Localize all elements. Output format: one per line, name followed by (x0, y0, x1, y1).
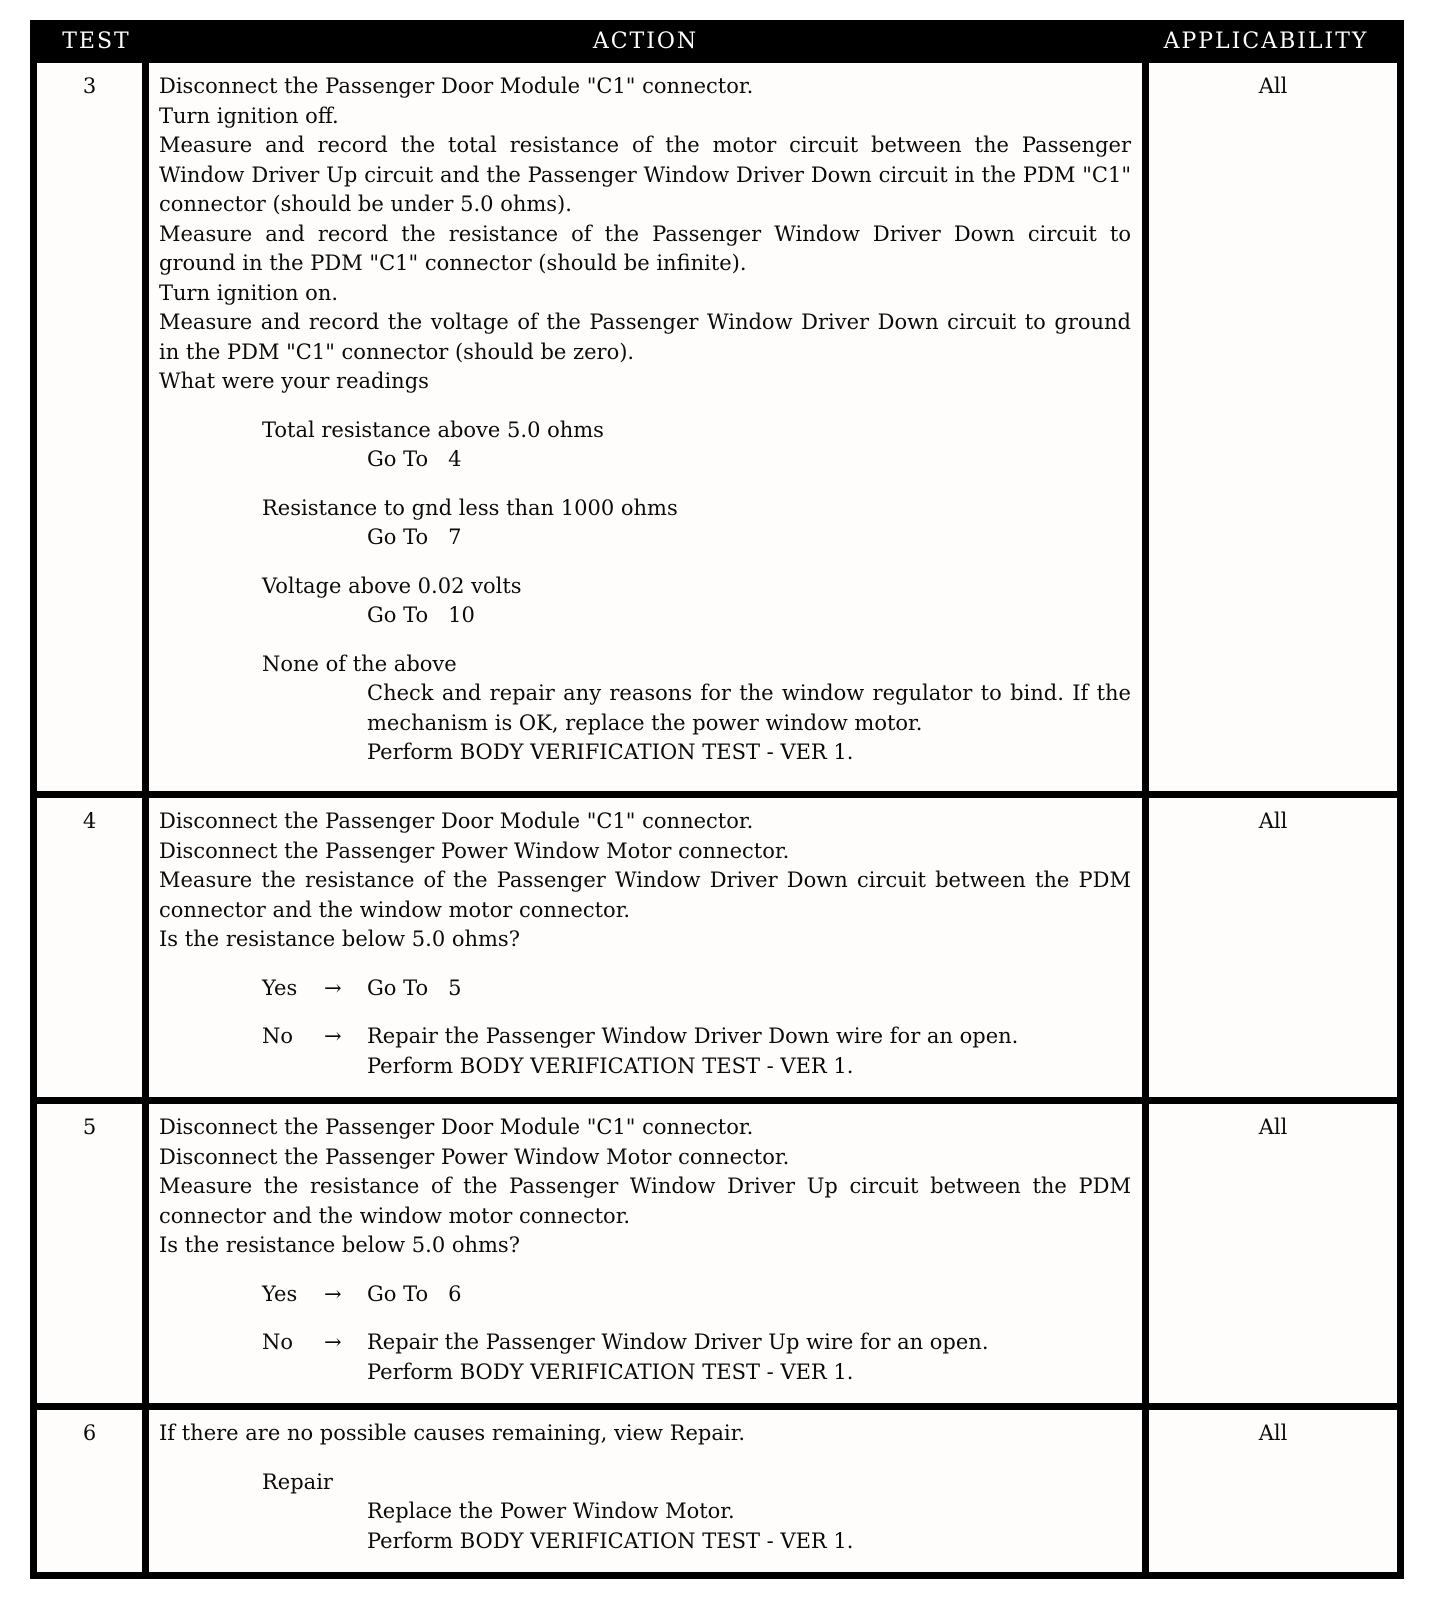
test-number: 4 (82, 809, 97, 833)
result-line: Replace the Power Window Motor. (367, 1499, 735, 1523)
action-cell (149, 798, 1149, 1097)
test-number: 6 (82, 1421, 97, 1445)
instruction-line: Turn ignition off. (159, 103, 339, 128)
choice-label: Yes (262, 1281, 298, 1306)
test-row-3 (37, 63, 1397, 791)
instruction-line: Disconnect the Passenger Power Window Motor connector. (159, 838, 790, 863)
decision-result (367, 1022, 1131, 1081)
instruction-line: If there are no possible causes remaining, view Repair. (159, 1421, 746, 1445)
decision-block (262, 1022, 1131, 1081)
result-line: Perform BODY VERIFICATION TEST - VER 1. (367, 1528, 854, 1553)
option-label: None of the above (262, 651, 457, 676)
arrow-right-icon: → (324, 975, 342, 1000)
decision-block (262, 1328, 1131, 1387)
test-row-6 (37, 1403, 1397, 1572)
instruction-line: Measure the resistance of the Passenger Window Driver Up circuit between the PDM connector and the window motor connector. (159, 1174, 1131, 1228)
goto-line: Go To 6 (367, 1281, 462, 1306)
instruction-line: Disconnect the Passenger Door Module "C1" connector. (159, 74, 754, 98)
arrow-right-icon: → (324, 1330, 342, 1354)
option-block (262, 416, 1131, 475)
test-number: 3 (82, 74, 97, 98)
test-number-cell (37, 1410, 149, 1572)
applicability-value: All (1258, 1421, 1288, 1445)
applicability-value: All (1258, 809, 1288, 833)
result-line: Repair the Passenger Window Driver Up wire for an open. (367, 1330, 989, 1354)
test-number-cell (37, 63, 149, 791)
column-header-test: TEST (62, 29, 131, 54)
result-line: Perform BODY VERIFICATION TEST - VER 1. (367, 740, 854, 764)
applicability-value: All (1258, 74, 1288, 98)
instruction-line: Is the resistance below 5.0 ohms? (159, 927, 520, 951)
instruction-line: Disconnect the Passenger Power Window Motor connector. (159, 1144, 790, 1169)
table-header (37, 20, 1397, 63)
applicability-cell (1149, 798, 1397, 1097)
option-label: Resistance to gnd less than 1000 ohms (262, 495, 678, 520)
instruction-line: Disconnect the Passenger Door Module "C1" connector. (159, 1115, 754, 1139)
option-block (262, 1468, 1131, 1557)
action-cell (149, 1104, 1149, 1403)
applicability-cell (1149, 1104, 1397, 1403)
arrow-right-icon: → (324, 1281, 342, 1306)
option-label: Voltage above 0.02 volts (262, 573, 522, 598)
result-line: Perform BODY VERIFICATION TEST - VER 1. (367, 1359, 854, 1384)
instruction-line: What were your readings (159, 369, 429, 393)
applicability-value: All (1258, 1115, 1288, 1139)
action-cell (149, 1410, 1149, 1572)
decision-block (262, 974, 1131, 1004)
decision-result (367, 1280, 1131, 1310)
option-label: Total resistance above 5.0 ohms (262, 417, 604, 442)
instruction-line: Turn ignition on. (159, 280, 339, 305)
choice-label: No (262, 1024, 294, 1048)
decision-result (367, 974, 1131, 1004)
column-header-action: ACTION (592, 29, 699, 54)
test-number-cell (37, 798, 149, 1097)
test-number-cell (37, 1104, 149, 1403)
option-label: Repair (262, 1469, 333, 1494)
action-cell (149, 63, 1149, 791)
goto-line: Go To 5 (367, 975, 462, 1000)
option-block (262, 494, 1131, 553)
applicability-cell (1149, 63, 1397, 791)
goto-line: Go To 10 (367, 603, 475, 627)
instruction-line: Measure the resistance of the Passenger Window Driver Down circuit between the PDM connector and the window motor connector. (159, 868, 1131, 922)
table-body (37, 63, 1397, 1572)
decision-result (367, 1328, 1131, 1387)
test-number: 5 (82, 1115, 97, 1139)
decision-block (262, 1280, 1131, 1310)
goto-line: Go To 4 (367, 447, 462, 471)
option-block (262, 572, 1131, 631)
result-line: Check and repair any reasons for the window regulator to bind. If the mechanism is OK, replace the power window motor. (367, 681, 1131, 735)
test-row-4 (37, 791, 1397, 1097)
diagnostic-test-table (30, 20, 1404, 1579)
column-header-applicability: APPLICABILITY (1163, 29, 1369, 54)
option-block (262, 650, 1131, 768)
instruction-line: Measure and record the resistance of the Passenger Window Driver Down circuit to ground in the PDM "C1" connector (should be infinite). (159, 221, 1131, 275)
choice-label: No (262, 1330, 294, 1354)
instruction-line: Disconnect the Passenger Door Module "C1" connector. (159, 809, 754, 833)
instruction-line: Is the resistance below 5.0 ohms? (159, 1233, 520, 1257)
instruction-line: Measure and record the total resistance of the motor circuit between the Passenger Window Driver Up circuit and the Passenger Window Driver Down circuit in the PDM "C1" connector (should be under 5.0 ohms). (159, 133, 1131, 216)
instruction-line: Measure and record the voltage of the Passenger Window Driver Down circuit to ground in the PDM "C1" connector (should be zero). (159, 310, 1131, 364)
result-line: Repair the Passenger Window Driver Down wire for an open. (367, 1024, 1019, 1048)
goto-line: Go To 7 (367, 525, 462, 549)
choice-label: Yes (262, 975, 298, 1000)
arrow-right-icon: → (324, 1024, 342, 1048)
result-line: Perform BODY VERIFICATION TEST - VER 1. (367, 1053, 854, 1078)
applicability-cell (1149, 1410, 1397, 1572)
test-row-5 (37, 1097, 1397, 1403)
